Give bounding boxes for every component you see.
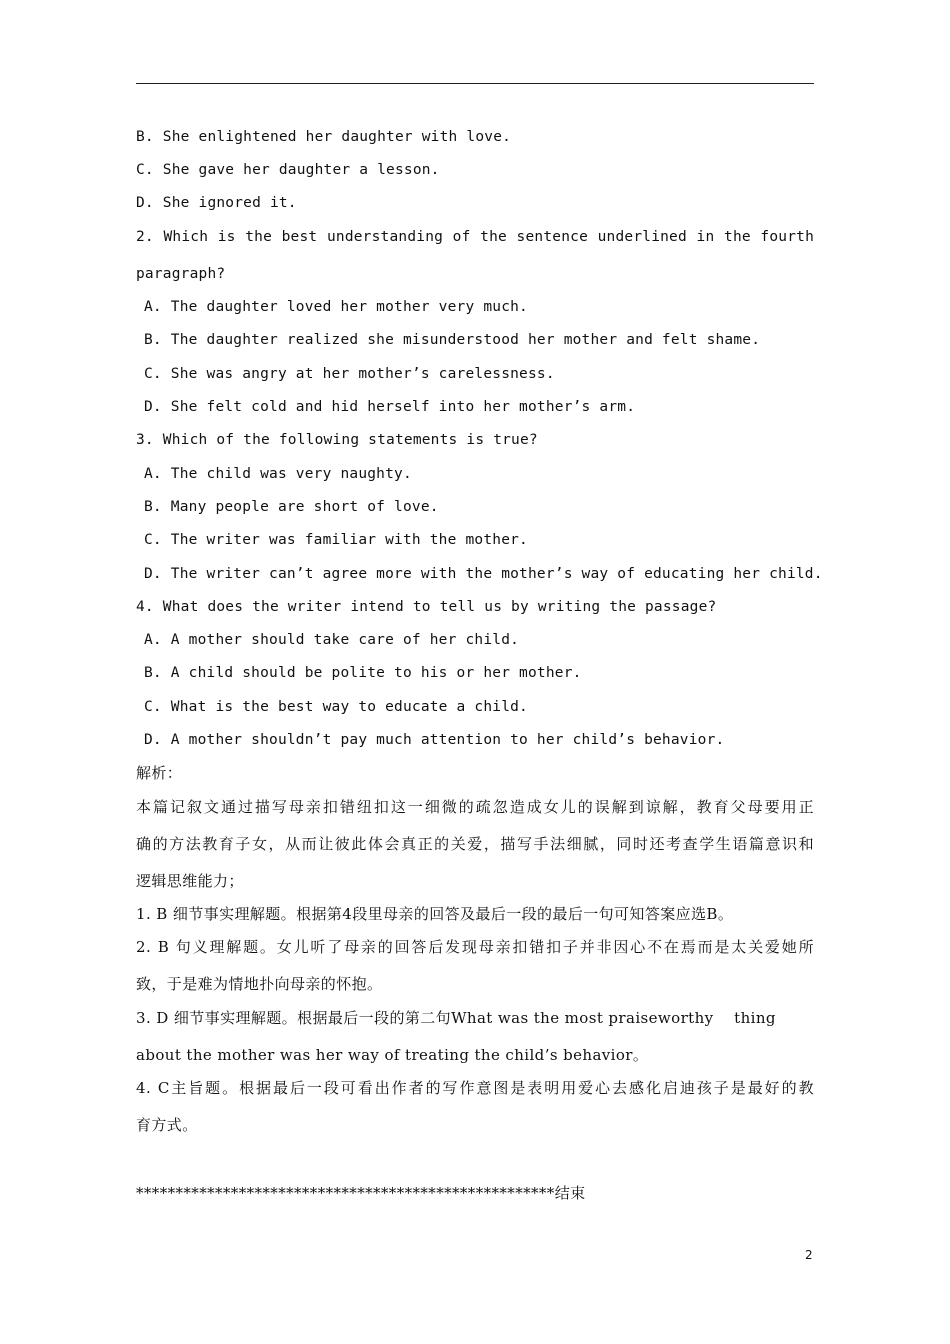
q1-option-c: C. She gave her daughter a lesson. (136, 162, 440, 178)
q4-option-d: D. A mother shouldn’t pay much attention to her child’s behavior. (144, 732, 725, 748)
analysis-summary-line2: 确的方法教育子女，从而让彼此体会真正的关爱，描写手法细腻，同时还考查学生语篇意识和 (136, 835, 814, 853)
answer-4-line1: 4. C主旨题。根据最后一段可看出作者的写作意图是表明用爱心去感化启迪孩子是最好的教 (136, 1079, 814, 1097)
q3-option-d: D. The writer can’t agree more with the mother’s way of educating her child. (144, 566, 823, 582)
q4-option-c: C. What is the best way to educate a child. (144, 699, 528, 715)
header-rule (136, 83, 814, 84)
answer-4-line2: 育方式。 (136, 1116, 198, 1134)
q2-option-a: A. The daughter loved her mother very much. (144, 299, 528, 315)
analysis-summary-line3: 逻辑思维能力； (136, 872, 244, 890)
q2-option-c: C. She was angry at her mother’s carelessness. (144, 366, 555, 382)
q1-option-d: D. She ignored it. (136, 195, 297, 211)
q2-option-b: B. The daughter realized she misunderstood her mother and felt shame. (144, 332, 761, 348)
q3-question: 3. Which of the following statements is true? (136, 432, 538, 448)
q4-question: 4. What does the writer intend to tell us by writing the passage? (136, 599, 717, 615)
answer-1: 1. B 细节事实理解题。根据第4段里母亲的回答及最后一段的最后一句可知答案应选B。 (136, 905, 734, 923)
q3-option-b: B. Many people are short of love. (144, 499, 439, 515)
q4-option-b: B. A child should be polite to his or her mother. (144, 665, 582, 681)
q4-option-a: A. A mother should take care of her child. (144, 632, 520, 648)
answer-3-line1: 3. D 细节事实理解题。根据最后一段的第二句What was the most praiseworthy thing (136, 1009, 776, 1027)
answer-3-line2: about the mother was her way of treating the child’s behavior。 (136, 1046, 649, 1064)
q2-option-d: D. She felt cold and hid herself into her mother’s arm. (144, 399, 636, 415)
end-marker: *****************************************************结束 (136, 1184, 586, 1202)
answer-2-line1: 2. B 句义理解题。女儿听了母亲的回答后发现母亲扣错扣子并非因心不在焉而是太关爱她所 (136, 938, 814, 956)
q3-option-c: C. The writer was familiar with the mother. (144, 532, 528, 548)
analysis-heading: 解析： (136, 764, 183, 782)
answer-2-line2: 致，于是难为情地扑向母亲的怀抱。 (136, 975, 383, 993)
q3-option-a: A. The child was very naughty. (144, 466, 412, 482)
q1-option-b: B. She enlightened her daughter with love. (136, 129, 512, 145)
q2-question-line2: paragraph? (136, 266, 226, 282)
q2-question-line1: 2. Which is the best understanding of the sentence underlined in the fourth (136, 229, 814, 245)
page-number: 2 (805, 1248, 813, 1262)
analysis-summary-line1: 本篇记叙文通过描写母亲扣错纽扣这一细微的疏忽造成女儿的误解到谅解，教育父母要用正 (136, 798, 814, 816)
